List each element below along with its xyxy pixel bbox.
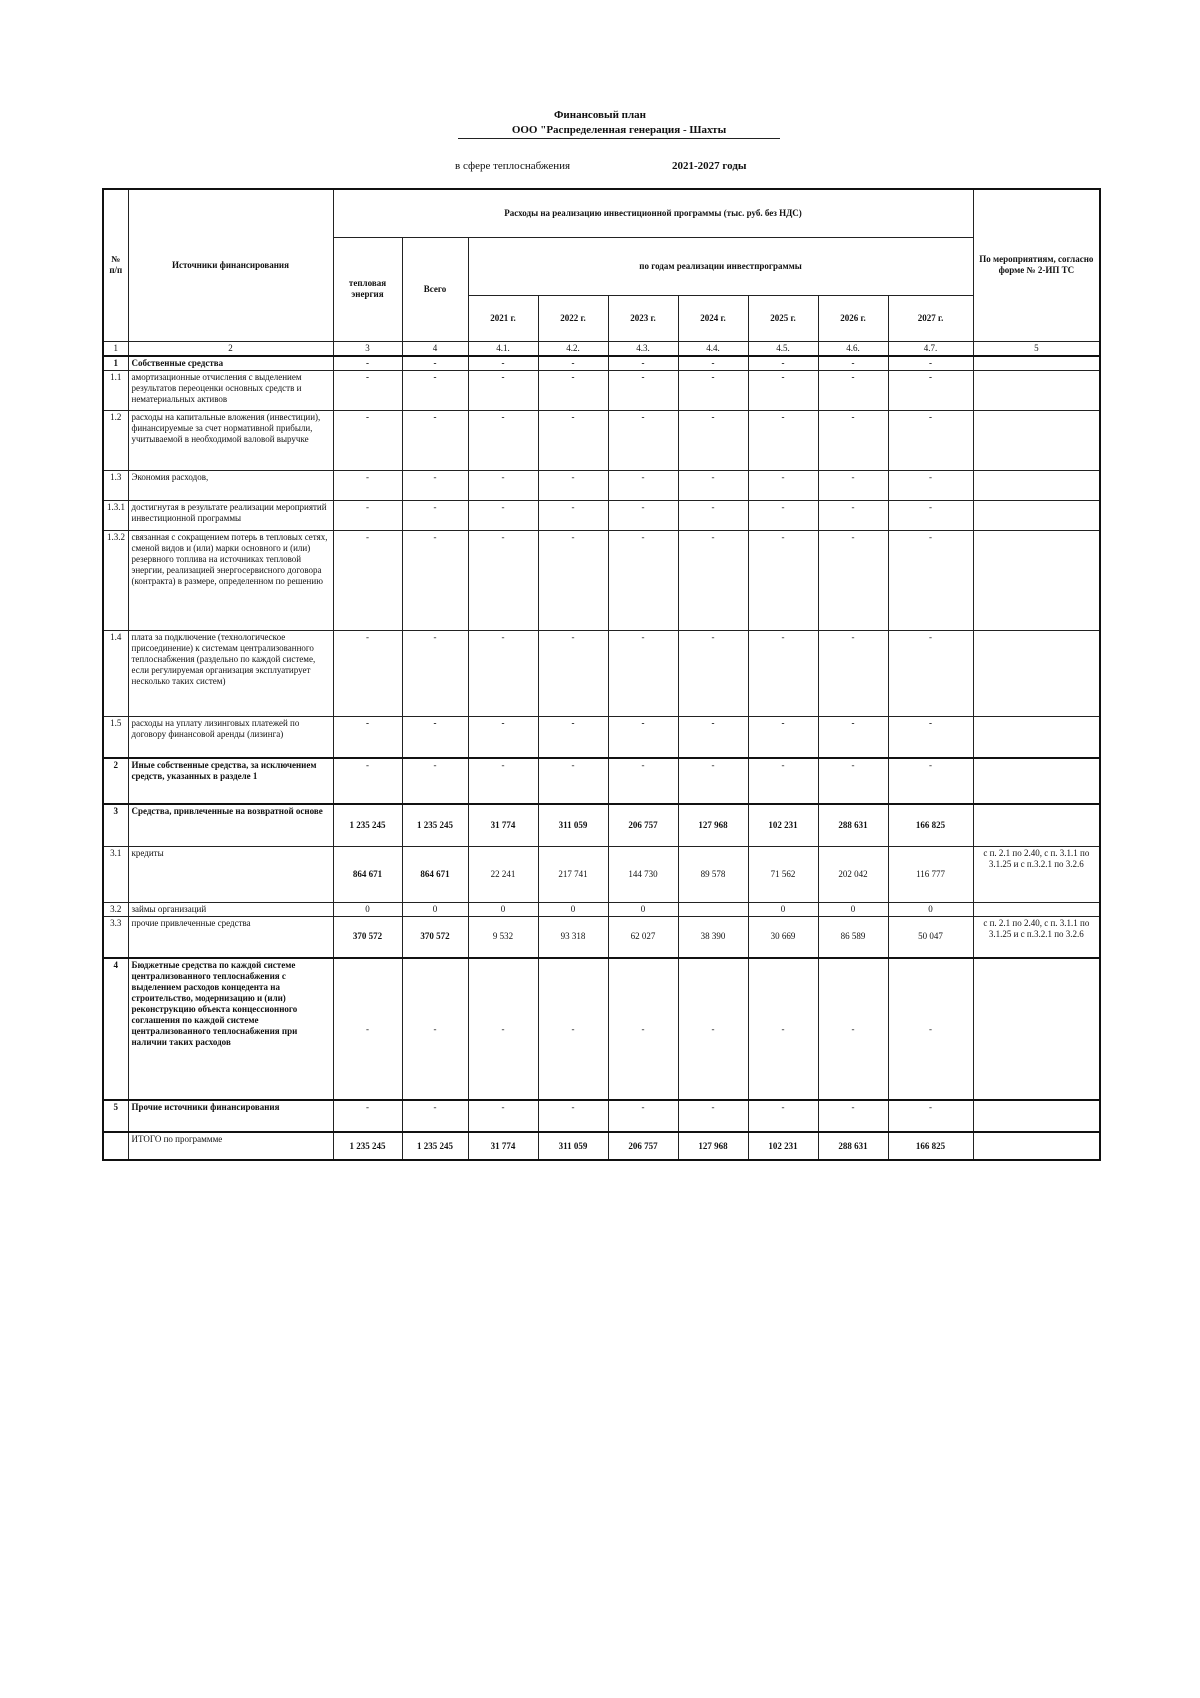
row-value: - bbox=[888, 470, 973, 500]
header-by-years: по годам реализации инвестпрограммы bbox=[468, 237, 973, 295]
row-value: - bbox=[333, 356, 402, 371]
row-value: 0 bbox=[333, 902, 402, 916]
row-value: - bbox=[333, 1100, 402, 1132]
column-number: 4.6. bbox=[818, 341, 888, 356]
row-value: - bbox=[402, 370, 468, 410]
row-value: - bbox=[468, 410, 538, 470]
row-value: - bbox=[538, 370, 608, 410]
row-value: 864 671 bbox=[402, 846, 468, 902]
document-title: Финансовый план bbox=[553, 109, 647, 121]
row-value: 1 235 245 bbox=[333, 804, 402, 846]
row-number: 3.3 bbox=[103, 916, 128, 958]
row-value: - bbox=[538, 958, 608, 1100]
row-value: - bbox=[538, 530, 608, 630]
row-value: 0 bbox=[748, 902, 818, 916]
row-value: 31 774 bbox=[468, 804, 538, 846]
row-value: - bbox=[678, 716, 748, 758]
table-row bbox=[103, 846, 1100, 902]
row-value: - bbox=[468, 356, 538, 371]
row-value: - bbox=[818, 370, 888, 410]
row-value: - bbox=[748, 530, 818, 630]
row-note: с п. 2.1 по 2.40, с п. 3.1.1 по 3.1.25 и с п.3.2.1 по 3.2.6 bbox=[973, 846, 1100, 902]
header-total: Всего bbox=[402, 237, 468, 341]
row-value: 102 231 bbox=[748, 804, 818, 846]
row-value: 62 027 bbox=[608, 916, 678, 958]
row-value: 166 825 bbox=[888, 804, 973, 846]
row-note bbox=[973, 1100, 1100, 1132]
row-value: 288 631 bbox=[818, 1132, 888, 1160]
row-value: 0 bbox=[888, 902, 973, 916]
header-year: 2021 г. bbox=[468, 295, 538, 341]
header-year: 2022 г. bbox=[538, 295, 608, 341]
row-note bbox=[973, 630, 1100, 716]
row-source: амортизационные отчисления с выделением результатов переоценки основных средств и нематериальных активов bbox=[128, 370, 333, 410]
row-value: - bbox=[678, 370, 748, 410]
row-value: - bbox=[818, 958, 888, 1100]
row-value: - bbox=[748, 958, 818, 1100]
row-value: 30 669 bbox=[748, 916, 818, 958]
column-number: 4.4. bbox=[678, 341, 748, 356]
row-value: - bbox=[748, 370, 818, 410]
row-value: - bbox=[608, 410, 678, 470]
row-value: - bbox=[608, 530, 678, 630]
row-source: Экономия расходов, bbox=[128, 470, 333, 500]
row-value: 50 047 bbox=[888, 916, 973, 958]
row-value: 206 757 bbox=[608, 1132, 678, 1160]
row-value: - bbox=[538, 500, 608, 530]
row-number: 2 bbox=[103, 758, 128, 804]
row-value: - bbox=[748, 630, 818, 716]
row-value: - bbox=[538, 1100, 608, 1132]
table-row bbox=[103, 530, 1100, 630]
row-value: - bbox=[468, 500, 538, 530]
row-value: - bbox=[333, 370, 402, 410]
financial-plan-table bbox=[102, 188, 1101, 1161]
row-value: 22 241 bbox=[468, 846, 538, 902]
row-value: 127 968 bbox=[678, 1132, 748, 1160]
row-value: - bbox=[818, 1100, 888, 1132]
row-source: достигнутая в результате реализации мероприятий инвестиционной программы bbox=[128, 500, 333, 530]
row-value: - bbox=[608, 716, 678, 758]
row-value: - bbox=[468, 758, 538, 804]
table-row bbox=[103, 902, 1100, 916]
row-value: 38 390 bbox=[678, 916, 748, 958]
row-number: 4 bbox=[103, 958, 128, 1100]
row-value: - bbox=[538, 410, 608, 470]
column-number: 4 bbox=[402, 341, 468, 356]
column-number: 4.1. bbox=[468, 341, 538, 356]
table-row bbox=[103, 916, 1100, 958]
row-value: - bbox=[888, 758, 973, 804]
row-source: займы организаций bbox=[128, 902, 333, 916]
table-row bbox=[103, 356, 1100, 371]
row-number: 1 bbox=[103, 356, 128, 371]
row-value: - bbox=[818, 758, 888, 804]
row-source: расходы на уплату лизинговых платежей по договору финансовой аренды (лизинга) bbox=[128, 716, 333, 758]
row-number: 1.2 bbox=[103, 410, 128, 470]
row-value: 202 042 bbox=[818, 846, 888, 902]
row-value: - bbox=[402, 716, 468, 758]
row-value: 86 589 bbox=[818, 916, 888, 958]
period-label: 2021-2027 годы bbox=[672, 160, 747, 172]
row-value: 311 059 bbox=[538, 1132, 608, 1160]
row-note bbox=[973, 1132, 1100, 1160]
table-row bbox=[103, 804, 1100, 846]
column-number: 4.7. bbox=[888, 341, 973, 356]
row-number: 1.3.1 bbox=[103, 500, 128, 530]
row-note bbox=[973, 410, 1100, 470]
table-row bbox=[103, 500, 1100, 530]
row-value: - bbox=[333, 410, 402, 470]
row-value: - bbox=[818, 530, 888, 630]
column-number: 4.2. bbox=[538, 341, 608, 356]
row-source: расходы на капитальные вложения (инвестиции), финансируемые за счет нормативной прибыли, учитываемой в необходимой валовой выручке bbox=[128, 410, 333, 470]
row-note bbox=[973, 356, 1100, 371]
row-value: - bbox=[333, 470, 402, 500]
row-value: - bbox=[468, 1100, 538, 1132]
row-source: Средства, привлеченные на возвратной основе bbox=[128, 804, 333, 846]
row-value: - bbox=[468, 370, 538, 410]
row-value: - bbox=[678, 470, 748, 500]
row-value: - bbox=[468, 530, 538, 630]
row-value: - bbox=[402, 1100, 468, 1132]
row-value: - bbox=[678, 500, 748, 530]
row-value: 1 235 245 bbox=[402, 1132, 468, 1160]
row-number: 1.3.2 bbox=[103, 530, 128, 630]
sphere-label: в сфере теплоснабжения bbox=[455, 160, 571, 172]
row-source: Иные собственные средства, за исключением средств, указанных в разделе 1 bbox=[128, 758, 333, 804]
row-note bbox=[973, 958, 1100, 1100]
row-value: - bbox=[748, 410, 818, 470]
row-value: - bbox=[402, 410, 468, 470]
row-value: - bbox=[888, 958, 973, 1100]
row-source: Прочие источники финансирования bbox=[128, 1100, 333, 1132]
row-value: - bbox=[888, 630, 973, 716]
row-value: - bbox=[402, 356, 468, 371]
row-value: 116 777 bbox=[888, 846, 973, 902]
row-value: - bbox=[748, 356, 818, 371]
column-number: 3 bbox=[333, 341, 402, 356]
row-value: - bbox=[468, 958, 538, 1100]
row-value: - bbox=[538, 716, 608, 758]
row-value: - bbox=[888, 500, 973, 530]
row-value: - bbox=[608, 356, 678, 371]
row-source: кредиты bbox=[128, 846, 333, 902]
row-value: - bbox=[608, 1100, 678, 1132]
row-value: - bbox=[678, 530, 748, 630]
table-row bbox=[103, 958, 1100, 1100]
column-number: 1 bbox=[103, 341, 128, 356]
row-source: Собственные средства bbox=[128, 356, 333, 371]
header-source: Источники финансирования bbox=[128, 189, 333, 341]
row-value: - bbox=[538, 470, 608, 500]
row-note bbox=[973, 370, 1100, 410]
organization-name: ООО "Распределенная генерация - Шахты bbox=[458, 123, 780, 139]
row-number: 1.4 bbox=[103, 630, 128, 716]
row-value: 93 318 bbox=[538, 916, 608, 958]
row-source: плата за подключение (технологическое присоединение) к системам централизованного теплоснабжения (раздельно по каждой системе, если регулируемая организация эксплуатирует несколько таких систем) bbox=[128, 630, 333, 716]
row-value: - bbox=[608, 470, 678, 500]
row-value: - bbox=[402, 630, 468, 716]
row-value: 9 532 bbox=[468, 916, 538, 958]
row-value: - bbox=[468, 716, 538, 758]
row-note bbox=[973, 804, 1100, 846]
row-value: 89 578 bbox=[678, 846, 748, 902]
row-source: связанная с сокращением потерь в тепловых сетях, сменой видов и (или) марки основного и (или) резервного топлива на источниках тепловой энергии, реализацией энергосервисного договора (контракта) в размере, определенном по решению bbox=[128, 530, 333, 630]
row-value: - bbox=[678, 758, 748, 804]
row-value: - bbox=[888, 410, 973, 470]
row-value: 0 bbox=[538, 902, 608, 916]
table-row bbox=[103, 470, 1100, 500]
row-note bbox=[973, 758, 1100, 804]
column-number: 4.5. bbox=[748, 341, 818, 356]
row-value: - bbox=[333, 958, 402, 1100]
table-row bbox=[103, 410, 1100, 470]
row-value: - bbox=[678, 410, 748, 470]
header-year: 2026 г. bbox=[818, 295, 888, 341]
row-value: - bbox=[678, 1100, 748, 1132]
row-value: 127 968 bbox=[678, 804, 748, 846]
row-value: - bbox=[608, 370, 678, 410]
row-value: - bbox=[608, 500, 678, 530]
column-number: 5 bbox=[973, 341, 1100, 356]
row-value: 0 bbox=[468, 902, 538, 916]
table-row bbox=[103, 630, 1100, 716]
header-year: 2024 г. bbox=[678, 295, 748, 341]
row-value: - bbox=[888, 530, 973, 630]
row-value: - bbox=[678, 630, 748, 716]
row-value: 0 bbox=[608, 902, 678, 916]
row-value: 217 741 bbox=[538, 846, 608, 902]
table-row bbox=[103, 370, 1100, 410]
row-value: 166 825 bbox=[888, 1132, 973, 1160]
row-value: - bbox=[402, 500, 468, 530]
row-note bbox=[973, 500, 1100, 530]
row-value: - bbox=[333, 716, 402, 758]
table-row bbox=[103, 716, 1100, 758]
row-value: - bbox=[818, 410, 888, 470]
row-value: - bbox=[748, 716, 818, 758]
row-note: с п. 2.1 по 2.40, с п. 3.1.1 по 3.1.25 и с п.3.2.1 по 3.2.6 bbox=[973, 916, 1100, 958]
row-note bbox=[973, 716, 1100, 758]
row-value: 206 757 bbox=[608, 804, 678, 846]
row-value: 1 235 245 bbox=[402, 804, 468, 846]
row-value: - bbox=[402, 758, 468, 804]
row-value: 370 572 bbox=[402, 916, 468, 958]
header-num: № п/п bbox=[103, 189, 128, 341]
row-value: - bbox=[402, 470, 468, 500]
row-value: - bbox=[538, 758, 608, 804]
row-value: - bbox=[888, 1100, 973, 1132]
row-value: 0 bbox=[402, 902, 468, 916]
row-value: - bbox=[818, 630, 888, 716]
row-value: - bbox=[333, 758, 402, 804]
row-value: 864 671 bbox=[333, 846, 402, 902]
row-note bbox=[973, 530, 1100, 630]
column-number: 2 bbox=[128, 341, 333, 356]
row-value: - bbox=[333, 530, 402, 630]
row-value: - bbox=[468, 630, 538, 716]
row-number: 3.2 bbox=[103, 902, 128, 916]
row-value: 144 730 bbox=[608, 846, 678, 902]
row-value: - bbox=[748, 470, 818, 500]
header-expenses: Расходы на реализацию инвестиционной программы (тыс. руб. без НДС) bbox=[333, 189, 973, 237]
table-row bbox=[103, 1132, 1100, 1160]
row-value: - bbox=[608, 958, 678, 1100]
row-value: - bbox=[818, 500, 888, 530]
row-value: - bbox=[888, 370, 973, 410]
row-value: 102 231 bbox=[748, 1132, 818, 1160]
row-number bbox=[103, 1132, 128, 1160]
row-value: - bbox=[818, 716, 888, 758]
column-number: 4.3. bbox=[608, 341, 678, 356]
row-value: - bbox=[538, 356, 608, 371]
row-note bbox=[973, 470, 1100, 500]
row-source: прочие привлеченные средства bbox=[128, 916, 333, 958]
row-number: 3 bbox=[103, 804, 128, 846]
row-value: - bbox=[402, 530, 468, 630]
row-value: - bbox=[748, 500, 818, 530]
row-value: 71 562 bbox=[748, 846, 818, 902]
table-row bbox=[103, 758, 1100, 804]
row-value: 288 631 bbox=[818, 804, 888, 846]
row-number: 1.3 bbox=[103, 470, 128, 500]
row-value: - bbox=[818, 356, 888, 371]
row-number: 1.5 bbox=[103, 716, 128, 758]
row-value: 370 572 bbox=[333, 916, 402, 958]
row-number: 1.1 bbox=[103, 370, 128, 410]
row-value: - bbox=[748, 758, 818, 804]
header-heat: тепловая энергия bbox=[333, 237, 402, 341]
row-number: 5 bbox=[103, 1100, 128, 1132]
row-value: 311 059 bbox=[538, 804, 608, 846]
row-value: - bbox=[402, 958, 468, 1100]
row-value: - bbox=[333, 630, 402, 716]
header-measures: По мероприятиям, согласно форме № 2-ИП ТС bbox=[973, 189, 1100, 341]
row-value: - bbox=[678, 356, 748, 371]
row-value: 31 774 bbox=[468, 1132, 538, 1160]
table-row bbox=[103, 1100, 1100, 1132]
row-source: ИТОГО по программме bbox=[128, 1132, 333, 1160]
row-value: - bbox=[748, 1100, 818, 1132]
row-number: 3.1 bbox=[103, 846, 128, 902]
row-value: 0 bbox=[818, 902, 888, 916]
header-year: 2025 г. bbox=[748, 295, 818, 341]
row-value bbox=[678, 902, 748, 916]
header-year: 2027 г. bbox=[888, 295, 973, 341]
row-value: - bbox=[678, 958, 748, 1100]
header-year: 2023 г. bbox=[608, 295, 678, 341]
row-source: Бюджетные средства по каждой системе централизованного теплоснабжения с выделением расходов концедента на строительство, модернизацию и (или) реконструкцию объекта концессионного соглашения по каждой системе централизованного теплоснабжения при наличии таких расходов bbox=[128, 958, 333, 1100]
row-value: - bbox=[468, 470, 538, 500]
row-value: - bbox=[608, 630, 678, 716]
row-value: - bbox=[538, 630, 608, 716]
row-value: - bbox=[888, 356, 973, 371]
row-value: - bbox=[818, 470, 888, 500]
row-value: - bbox=[608, 758, 678, 804]
row-value: 1 235 245 bbox=[333, 1132, 402, 1160]
row-value: - bbox=[888, 716, 973, 758]
row-note bbox=[973, 902, 1100, 916]
row-value: - bbox=[333, 500, 402, 530]
